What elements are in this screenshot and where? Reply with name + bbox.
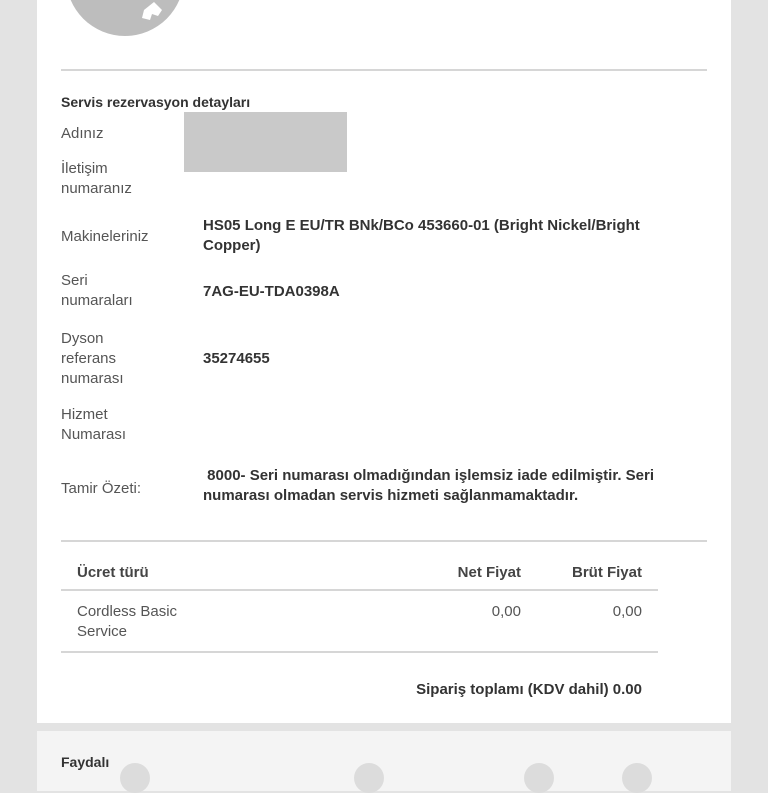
- wrench-icon: [66, 0, 184, 36]
- net-price-header: Net Fiyat: [457, 564, 521, 581]
- repair-summary-value: 8000- Seri numarası olmadığından işlemsiz iade edilmiştir. Seri numarası olmadan servis hizmeti sağlanmamaktadır.: [203, 467, 659, 504]
- section-title: Servis rezervasyon detayları: [61, 94, 251, 110]
- reference-label: Dyson referans numarası: [61, 330, 124, 387]
- order-total: Sipariş toplamı (KDV dahil) 0.00: [416, 681, 642, 698]
- useful-links-title: Faydalı: [61, 754, 110, 770]
- reference-value: 35274655: [203, 350, 270, 367]
- name-label: Adınız: [61, 125, 104, 142]
- service-number-label: Hizmet Numarası: [61, 406, 127, 443]
- table-header-divider: [61, 589, 658, 591]
- divider-middle: [61, 540, 707, 542]
- serial-value: 7AG-EU-TDA0398A: [203, 283, 340, 300]
- machines-value: HS05 Long E EU/TR BNk/BCo 453660-01 (Bright Nickel/Bright Copper): [203, 217, 640, 254]
- serial-label: Seri numaraları: [61, 272, 133, 309]
- table-bottom-divider: [61, 651, 658, 653]
- fee-row-gross: 0,00: [612, 603, 642, 620]
- machines-label: Makineleriniz: [61, 228, 149, 245]
- fee-type-header: Ücret türü: [77, 564, 149, 581]
- divider-top: [61, 69, 707, 71]
- fee-row-net: 0,00: [491, 603, 521, 620]
- fee-row-type: Cordless Basic Service: [77, 603, 178, 640]
- redacted-personal-info: [184, 112, 347, 172]
- phone-label: İletişim numaranız: [61, 160, 132, 197]
- gross-price-header: Brüt Fiyat: [571, 564, 642, 581]
- repair-summary-label: Tamir Özeti:: [61, 480, 142, 497]
